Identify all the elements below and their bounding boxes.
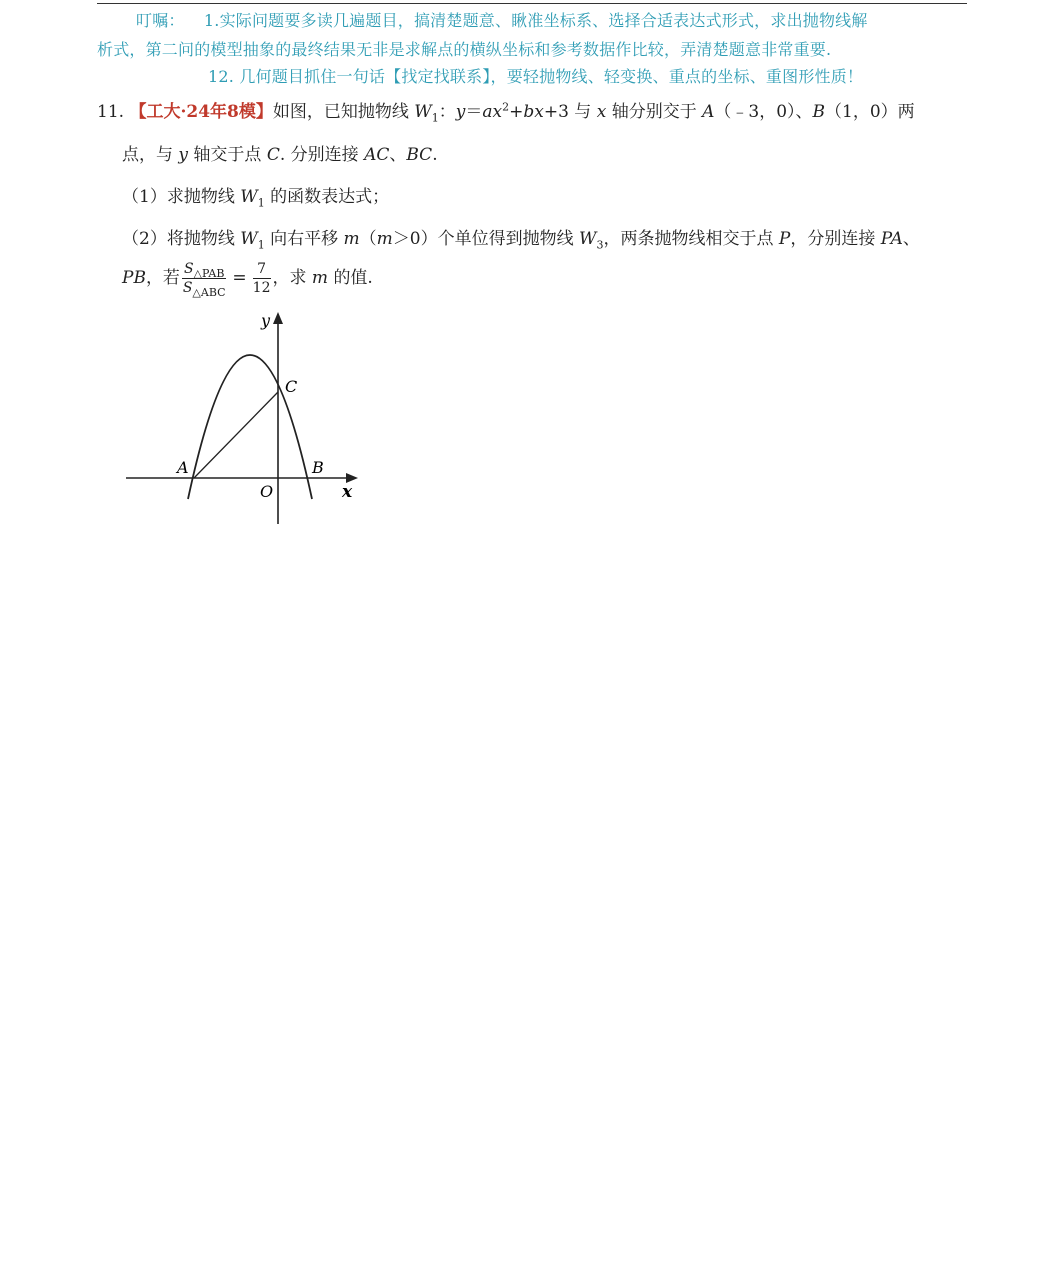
part2-d: ，分别连接 [790,229,876,249]
note-line-3: 12. 几何题目抓住一句话【找定找联系】，要轻抛物线、轻变换、重点的坐标、重图形性质！ [208,67,864,86]
fraction-numerator [182,260,226,279]
num-s: S [183,261,194,277]
problem-number: 11. [97,102,125,122]
problem-stem-line-1 [97,97,915,125]
part1-curve: W [240,187,258,207]
note-line-2: 析式，第二问的模型抽象的最终结果无非是求解点的横纵坐标和参考数据作比较，弄清楚题意非常重要. [97,40,832,59]
parabola-figure [118,306,368,531]
value-fraction [253,260,271,297]
separator-2: 、 [902,229,920,249]
part1-a: （1）求抛物线 [122,187,235,207]
part-2-line-2 [122,260,373,297]
var-m-cond: m [376,229,393,249]
eq-rest: +3 与 [543,102,592,122]
label-a: A [177,458,189,477]
segment-pa: PA [880,229,903,249]
note-text-1: 1.实际问题要多读几遍题目，搞清楚题意、瞅准坐标系、选择合适表达式形式，求出抛物线解 [203,11,868,30]
var-m: m [343,229,360,249]
top-rule [97,3,967,4]
separator: 、 [389,145,407,165]
var-m-final: m [311,268,329,288]
point-b: B [812,102,826,122]
note-line-1 [136,8,868,31]
y-axis-var: y [178,145,189,165]
value-denominator: 12 [252,280,271,296]
line2-a: 点，与 [122,145,173,165]
stem-mid: 轴分别交于 [611,102,697,122]
label-b: B [312,458,324,477]
equals-sign: = [232,268,247,288]
segment-pb: PB [122,268,146,288]
part-2-line-1 [122,224,920,252]
part2-curve-sub: 1 [257,238,265,252]
eq-y: y [455,102,466,122]
period: . [432,145,438,165]
part-1 [122,182,390,210]
stem-intro: 如图，已知抛物线 [272,102,409,122]
part1-b: 的函数表达式； [270,187,390,207]
den-sub: △ABC [192,285,226,299]
part2-curve-3: W [579,229,597,249]
num-sub: △PAB [193,266,225,280]
tail-a: ，求 [272,268,307,288]
label-x: x [342,482,353,502]
segment-ac-line [194,392,278,478]
value-numerator: 7 [253,260,271,279]
y-axis-arrow [273,312,283,324]
point-c: C [266,145,280,165]
line2-c: . 分别连接 [279,145,359,165]
point-p: P [778,229,791,249]
paren-open: （ [359,229,377,249]
fraction-denominator [182,279,226,297]
part2-b: 向右平移 [270,229,339,249]
x-axis-var: x [596,102,607,122]
area-ratio-fraction [182,260,226,297]
segment-bc: BC [406,145,433,165]
w3-subscript: 3 [596,238,604,252]
label-y: y [261,311,271,330]
part2-cond: ＞0）个单位得到抛物线 [392,229,574,249]
tail-b: 的值. [333,268,373,288]
eq-equals: ＝ [465,102,483,122]
eq-ax: ax [482,102,503,122]
if-word: ，若 [145,268,180,288]
eq-plus: + [509,102,524,122]
part2-curve: W [240,229,258,249]
problem-source-tag: 【工大·24年8模】 [129,102,273,122]
label-c: C [285,377,298,396]
note-label: 叮嘱： [136,11,185,30]
colon: ： [438,102,456,122]
curve-subscript: 1 [431,111,439,125]
label-o: O [260,482,274,501]
den-s: S [182,280,193,296]
segment-ac: AC [364,145,390,165]
eq-square: 2 [502,100,510,114]
eq-bx: bx [523,102,544,122]
point-b-coord: （1，0）两 [825,102,915,122]
point-a: A [702,102,715,122]
part1-curve-sub: 1 [257,196,265,210]
line2-b: 轴交于点 [193,145,262,165]
part2-a: （2）将抛物线 [122,229,235,249]
point-a-coord: （﹣3，0）、 [714,102,813,122]
curve-name: W [414,102,432,122]
part2-c: ，两条抛物线相交于点 [603,229,774,249]
problem-stem-line-2 [122,140,438,165]
